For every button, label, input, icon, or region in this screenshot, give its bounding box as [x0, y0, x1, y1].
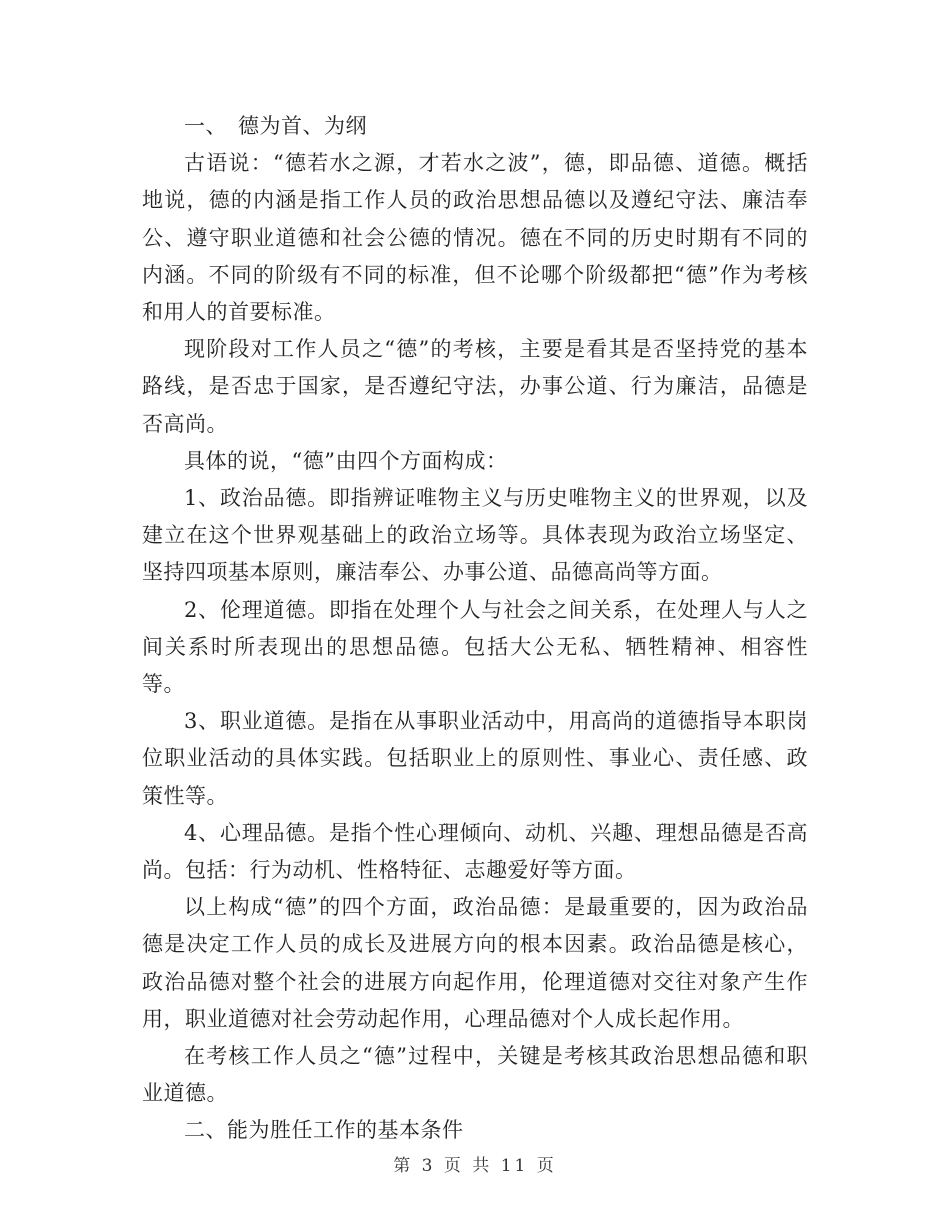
list-item: 3、职业道德。是指在从事职业活动中，用高尚的道德指导本职岗位职业活动的具体实践。包括职业上的原则性、事业心、责任感、政策性等。	[142, 709, 808, 808]
list-item: 2、伦理道德。即指在处理个人与社会之间关系，在处理人与人之间关系时所表现出的思想品德。包括大公无私、牺牲精神、相容性等。	[142, 597, 808, 697]
paragraph: 在考核工作人员之“德”过程中，关键是考核其政治思想品德和职业道德。	[142, 1044, 808, 1106]
list-item: 1、政治品德。即指辨证唯物主义与历史唯物主义的世界观，以及建立在这个世界观基础上的政治立场等。具体表现为政治立场坚定、坚持四项基本原则，廉洁奉公、办事公道、品德高尚等方面。	[142, 486, 808, 585]
paragraph: 具体的说，“德”由四个方面构成：	[184, 448, 508, 473]
paragraph: 现阶段对工作人员之“德”的考核，主要是看其是否坚持党的基本路线，是否忠于国家，是否遵纪守法，办事公道、行为廉洁，品德是否高尚。	[142, 337, 808, 436]
paragraph: 以上构成“德”的四个方面，政治品德：是最重要的，因为政治品德是决定工作人员的成长及进展方向的根本因素。政治品德是核心，政治品德对整个社会的进展方向起作用，伦理道德对交往对象产生作用，职业道德对社会劳动起作用，心理品德对个人成长起作用。	[142, 895, 808, 1031]
document-body	[142, 108, 808, 1150]
page-footer: 第 3 页 共 11 页	[393, 1156, 557, 1176]
section-heading-1: 一、 德为首、为纲	[184, 114, 367, 138]
paragraph: 古语说：“德若水之源，才若水之波”，德，即品德、道德。概括地说，德的内涵是指工作人员的政治思想品德以及遵纪守法、廉洁奉公、遵守职业道德和社会公德的情况。德在不同的历史时期有不同的内涵。不同的阶级有不同的标准，但不论哪个阶级都把“德”作为考核和用人的首要标准。	[142, 151, 808, 325]
list-item: 4、心理品德。是指个性心理倾向、动机、兴趣、理想品德是否高尚。包括：行为动机、性格特征、志趣爱好等方面。	[142, 820, 808, 883]
section-heading-2: 二、能为胜任工作的基本条件	[184, 1118, 464, 1143]
